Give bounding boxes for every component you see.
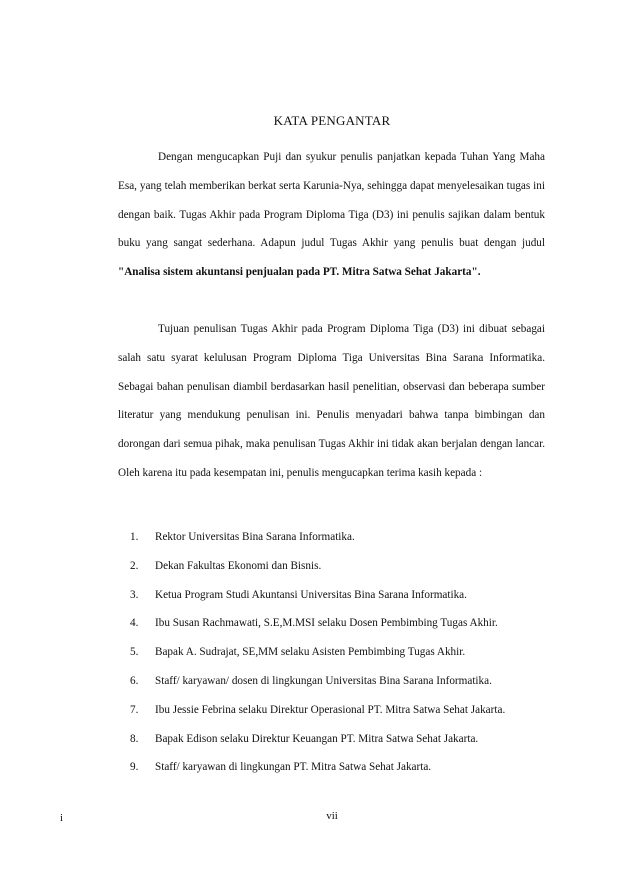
list-item: [118, 552, 558, 581]
list-item: [118, 753, 558, 782]
footer-left-mark: i: [60, 812, 64, 824]
list-item: [118, 523, 558, 552]
list-item-number: 8.: [130, 732, 139, 745]
list-item: [118, 609, 558, 638]
list-item-number: 9.: [130, 761, 139, 774]
paragraph-purpose: Tujuan penulisan Tugas Akhir pada Program Diploma Tiga (D3) ini dibuat sebagai salah satu syarat kelulusan Program Diploma Tiga Universitas Bina Sarana Informatika. Sebagai bahan penulisan diambil berdasarkan hasil penelitian, observasi dan beberapa sumber literatur yang mendukung penulisan ini. Penulis menyadari bahwa tanpa bimbingan dan dorongan dari semua pihak, maka penulisan Tugas Akhir ini tidak akan berjalan dengan lancar. Oleh karena itu pada kesempatan ini, penulis mengucapkan terima kasih kepada :: [118, 323, 545, 479]
list-item-number: 3.: [130, 588, 139, 601]
paragraph-intro: [118, 143, 545, 287]
list-item-text: Bapak Edison selaku Direktur Keuangan PT. Mitra Satwa Sehat Jakarta.: [155, 732, 479, 745]
list-item: [118, 725, 558, 754]
list-item: [118, 581, 558, 610]
list-item-number: 4.: [130, 617, 139, 630]
page-title: KATA PENGANTAR: [273, 113, 391, 128]
list-item: [118, 638, 558, 667]
list-item: [118, 696, 558, 725]
list-item-text: Rektor Universitas Bina Sarana Informatika.: [155, 531, 355, 543]
thesis-title: "Analisa sistem akuntansi penjualan pada PT. Mitra Satwa Sehat Jakarta".: [118, 266, 481, 279]
list-item-text: Staff/ karyawan/ dosen di lingkungan Universitas Bina Sarana Informatika.: [155, 674, 492, 687]
page-number: vii: [326, 810, 338, 822]
list-item-text: Ibu Susan Rachmawati, S.E,M.MSI selaku Dosen Pembimbing Tugas Akhir.: [155, 617, 498, 630]
acknowledgement-list: [118, 523, 558, 782]
list-item-text: Ibu Jessie Febrina selaku Direktur Operasional PT. Mitra Satwa Sehat Jakarta.: [155, 703, 506, 716]
list-item-number: 5.: [130, 646, 139, 659]
list-item-text: Dekan Fakultas Ekonomi dan Bisnis.: [155, 559, 322, 572]
list-item-number: 7.: [130, 703, 139, 716]
list-item-number: 2.: [130, 559, 139, 572]
list-item-number: 6.: [130, 674, 139, 687]
list-item-text: Ketua Program Studi Akuntansi Universitas Bina Sarana Informatika.: [155, 588, 467, 601]
list-item-text: Staff/ karyawan di lingkungan PT. Mitra Satwa Sehat Jakarta.: [155, 761, 432, 774]
list-item-number: 1.: [130, 531, 139, 543]
paragraph-intro-text: Dengan mengucapkan Puji dan syukur penulis panjatkan kepada Tuhan Yang Maha Esa, yang telah memberikan berkat serta Karunia-Nya, sehingga dapat menyelesaikan tugas ini dengan baik. Tugas Akhir pada Program Diploma Tiga (D3) ini penulis sajikan dalam bentuk buku yang sangat sederhana. Adapun judul Tugas Akhir yang penulis buat dengan judul: [118, 151, 545, 250]
list-item: [118, 667, 558, 696]
list-item-text: Bapak A. Sudrajat, SE,MM selaku Asisten Pembimbing Tugas Akhir.: [155, 646, 466, 659]
